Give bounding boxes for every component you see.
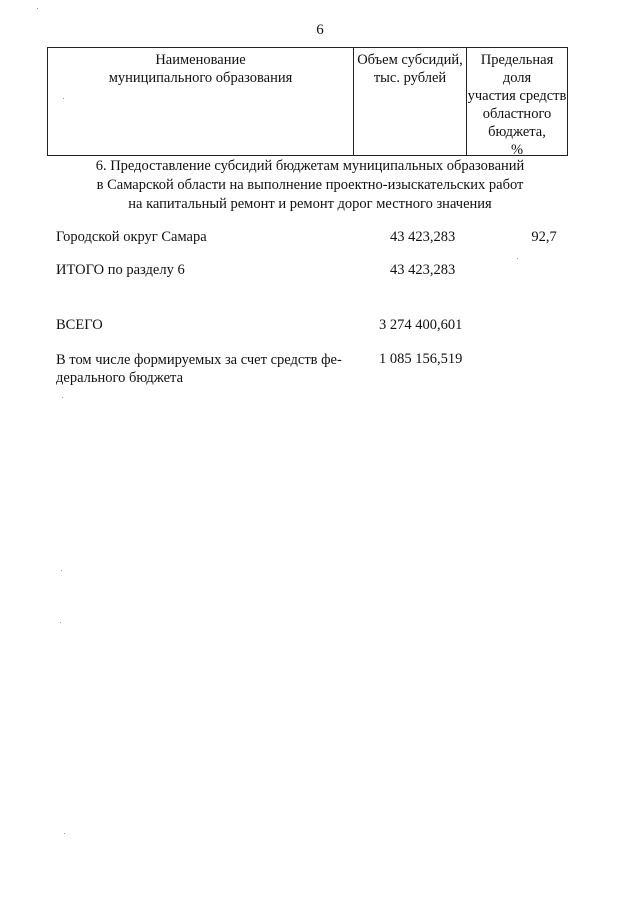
header-text: участия средств [467, 88, 567, 104]
scan-speck [60, 622, 61, 623]
header-text: доля [502, 70, 532, 86]
header-text: бюджета, [488, 124, 546, 140]
header-col-municipality [48, 48, 354, 155]
page-number: 6 [316, 22, 324, 38]
section-title [50, 157, 570, 214]
header-text: тыс. рублей [373, 70, 447, 86]
row-amount: 43 423,283 [390, 262, 456, 278]
section-title-line: 6. Предоставление субсидий бюджетам муниципальных образований [95, 158, 525, 174]
row-name: ИТОГО по разделу 6 [56, 262, 185, 278]
scan-speck [63, 98, 64, 99]
header-text: Предельная [480, 52, 554, 68]
row-name: ВСЕГО [56, 317, 103, 333]
scan-speck [61, 570, 62, 571]
section-title-line: на капитальный ремонт и ремонт дорог местного значения [128, 196, 492, 212]
header-text: Объем субсидий, [357, 52, 463, 68]
header-text: областного [482, 106, 552, 122]
table-row [56, 262, 576, 282]
header-text: муниципального образования [108, 70, 293, 86]
header-col-share [467, 48, 567, 158]
scan-speck [517, 258, 518, 259]
header-text: % [510, 142, 524, 158]
note-line: В том числе формируемых за счет средств фе- [56, 352, 342, 368]
row-amount: 3 274 400,601 [379, 317, 463, 333]
header-col-volume [354, 48, 467, 155]
federal-note [56, 351, 576, 387]
scan-speck [37, 8, 38, 9]
scan-speck [62, 397, 63, 398]
header-text: Наименование [155, 52, 246, 68]
table-header [47, 47, 568, 156]
note-amount: 1 085 156,519 [379, 351, 463, 367]
table-row [56, 229, 576, 249]
row-amount: 43 423,283 [390, 229, 456, 245]
note-line: дерального бюджета [56, 370, 184, 386]
row-name: Городской округ Самара [56, 229, 207, 245]
section-title-line: в Самарской области на выполнение проектно-изыскательских работ [96, 177, 524, 193]
table-row [56, 317, 576, 337]
scan-speck [64, 833, 65, 834]
row-share: 92,7 [531, 229, 557, 245]
